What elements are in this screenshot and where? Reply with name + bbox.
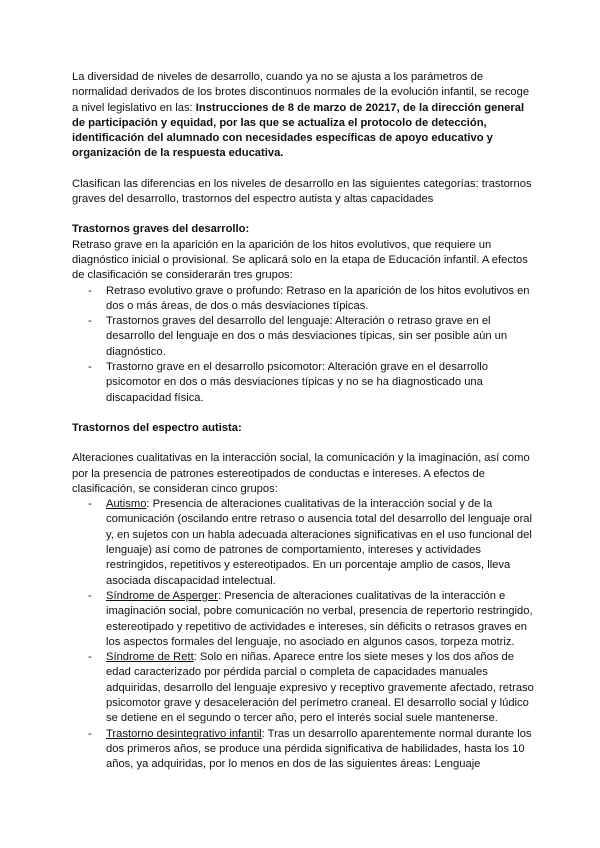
document-page xyxy=(72,70,534,772)
item-text: : Solo en niñas. Aparece entre los siete meses y los dos años de edad caracterizado por pérdida parcial o completa de capacidades manuales adquiridas, desarrollo del lenguaje expresivo y receptivo gravemente afectado, retraso psicomotor grave y desaceleración del perímetro craneal. El desarrollo social y lúdico se detiene en el segundo o tercer año, pero el interés social suele mantenerse. xyxy=(106,651,534,725)
list-item xyxy=(72,650,534,726)
term-rett: Síndrome de Rett xyxy=(106,651,194,664)
list-item xyxy=(72,497,534,589)
term-desintegrativo: Trastorno desintegrativo infantil xyxy=(106,727,262,740)
list-item xyxy=(72,727,534,773)
list-item: - Trastornos graves del desarrollo del lenguaje: Alteración o retraso grave en el desarrollo del lenguaje en dos o más desviaciones típicas, sin ser posible aún un diagnóstico. xyxy=(72,314,534,360)
graves-intro: Retraso grave en la aparición en la aparición de los hitos evolutivos, que requiere un diagnóstico inicial o provisional. Se aplicará solo en la etapa de Educación infantil. A efectos de clasificación se considerarán tres grupos: xyxy=(72,238,528,282)
graves-heading: Trastornos graves del desarrollo: xyxy=(72,223,250,236)
term-asperger: Síndrome de Asperger xyxy=(106,589,218,602)
item-text: : Presencia de alteraciones cualitativas de la interacción social y de la comunicación (oscilando entre retraso o ausencia total del desarrollo del lenguaje oral y, en sujetos con un habla adecuada alteraciones significativas en el uso funcional del lenguaje) así como de patrones de comportamiento, intereses y actividades restringidos, repetitivos y estereotipados. En un porcentaje amplio de casos, lleva asociada discapacidad intelectual. xyxy=(106,498,532,587)
autista-heading: Trastornos del espectro autista: xyxy=(72,421,242,434)
list-item: - Trastorno grave en el desarrollo psicomotor: Alteración grave en el desarrollo psicomotor en dos o más desviaciones típicas y no se ha diagnosticado una discapacidad física. xyxy=(72,360,534,406)
item-text: : Presencia de alteraciones cualitativas de la interacción e imaginación social, pobre comunicación no verbal, presencia de repertorio restringido, estereotipado y repetitivo de actividades e intereses, sin déficits o retrasos graves en los aspectos formales del lenguaje, no asociado en algunos casos, torpeza motriz. xyxy=(106,589,533,648)
graves-list xyxy=(72,284,534,406)
list-item: - Retraso evolutivo grave o profundo: Retraso en la aparición de los hitos evolutivos en dos o más áreas, de dos o más desviaciones típicas. xyxy=(72,284,534,315)
item-text: : Tras un desarrollo aparentemente normal durante los dos primeros años, se produce una pérdida significativa de habilidades, hasta los 10 años, ya adquiridas, por lo menos en dos de las siguientes áreas: Lenguaje xyxy=(106,727,532,771)
autista-list xyxy=(72,497,534,772)
classification-paragraph: Clasifican las diferencias en los niveles de desarrollo en las siguientes categorías: trastornos graves del desarrollo, trastornos del espectro autista y altas capacidades xyxy=(72,177,532,206)
intro-paragraph xyxy=(72,70,534,162)
intro-text: La diversidad de niveles de desarrollo, cuando ya no se ajusta a los parámetros de normalidad derivados de los brotes discontinuos normales de la evolución infantil, se recoge a nivel legislativo en las: xyxy=(72,71,530,114)
list-item xyxy=(72,589,534,650)
term-autismo: Autismo xyxy=(106,498,147,511)
autista-intro: Alteraciones cualitativas en la interacción social, la comunicación y la imaginación, así como por la presencia de patrones estereotipados de conductas e intereses. A efectos de clasificación, se consideran cinco grupos: xyxy=(72,452,530,495)
intro-legislation: Instrucciones de 8 de marzo de 20217, de la dirección general de participación y equidad, por las que se actualiza el protocolo de detección, identificación del alumnado con necesidades específicas de apoyo educativo y organización de la respuesta educativa. xyxy=(72,101,525,160)
